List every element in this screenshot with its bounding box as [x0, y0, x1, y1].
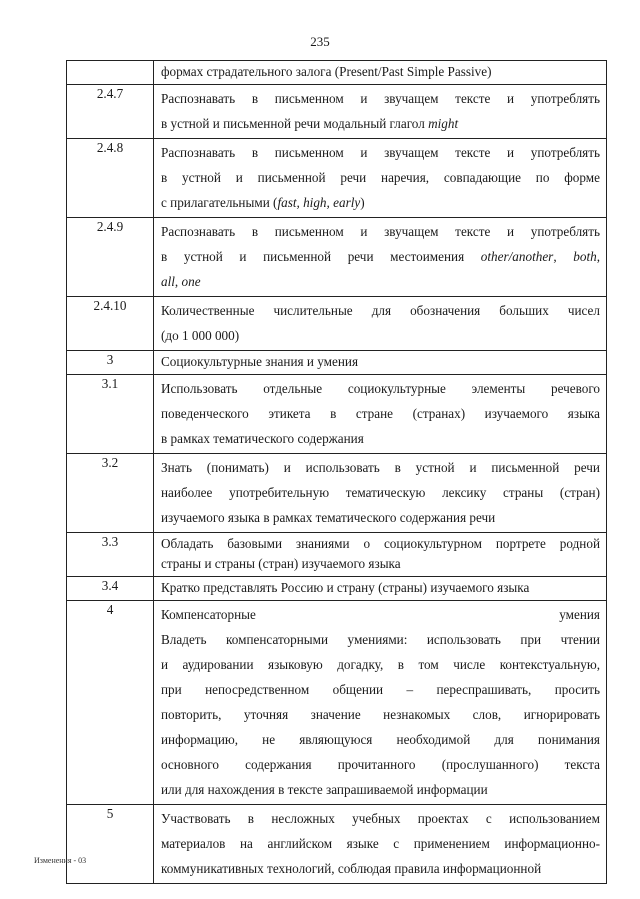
- row-code: 5: [67, 805, 154, 884]
- row-description: [154, 601, 607, 805]
- description-line: в устной и письменной речи модальный глагол might: [161, 116, 459, 131]
- description-line: коммуникативных технологий, соблюдая правила информационной: [161, 861, 542, 876]
- description-line: и аудировании языковую догадку, в том числе контекстуальную,: [161, 657, 600, 672]
- table-row: [67, 139, 607, 218]
- row-description: [154, 577, 607, 601]
- description-line: Распознавать в письменном и звучащем тексте и употреблять: [161, 224, 600, 239]
- description-line: изучаемого языка в рамках тематического содержания речи: [161, 510, 496, 525]
- description-line: наиболее употребительную тематическую лексику страны (стран): [161, 485, 600, 500]
- description-line: или для нахождения в тексте запрашиваемой информации: [161, 782, 488, 797]
- description-line: страны и страны (стран) изучаемого языка: [161, 556, 401, 571]
- page-number: 235: [310, 34, 330, 49]
- description-line: Компенсаторные умения: [161, 607, 600, 622]
- table-row: [67, 297, 607, 351]
- row-code: 3.3: [67, 533, 154, 577]
- row-description: [154, 85, 607, 139]
- description-line: Использовать отдельные социокультурные элементы речевого: [161, 381, 600, 396]
- description-line: Владеть компенсаторными умениями: использовать при чтении: [161, 632, 600, 647]
- description-line: основного содержания прочитанного (прослушанного) текста: [161, 757, 600, 772]
- description-line: Социокультурные знания и умения: [161, 354, 359, 369]
- description-line: материалов на английском языке с применением информационно-: [161, 836, 600, 851]
- row-code: 2.4.8: [67, 139, 154, 218]
- description-line: в устной и письменной речи наречия, совпадающие по форме: [161, 170, 600, 185]
- row-code: 2.4.9: [67, 218, 154, 297]
- row-code: 3: [67, 351, 154, 375]
- description-line: при непосредственном общении – переспрашивать, просить: [161, 682, 600, 697]
- description-line: Распознавать в письменном и звучащем тексте и употреблять: [161, 91, 600, 106]
- table-row: [67, 85, 607, 139]
- table-row: [67, 351, 607, 375]
- description-line: Кратко представлять Россию и страну (страны) изучаемого языка: [161, 580, 530, 595]
- row-description: [154, 454, 607, 533]
- footer-revision-note: Изменения - 03: [34, 856, 87, 865]
- table-row: [67, 805, 607, 884]
- requirements-table: [66, 60, 607, 884]
- row-code: 3.1: [67, 375, 154, 454]
- description-line: в рамках тематического содержания: [161, 431, 364, 446]
- row-code: 3.4: [67, 577, 154, 601]
- row-code: 2.4.7: [67, 85, 154, 139]
- row-description: [154, 533, 607, 577]
- row-description: [154, 139, 607, 218]
- description-line: с прилагательными (fast, high, early): [161, 195, 365, 210]
- table-row: [67, 218, 607, 297]
- description-line: Знать (понимать) и использовать в устной и письменной речи: [161, 460, 600, 475]
- row-description: [154, 351, 607, 375]
- row-code: 4: [67, 601, 154, 805]
- row-description: [154, 805, 607, 884]
- table-row: [67, 61, 607, 85]
- table-row: [67, 454, 607, 533]
- description-line: Распознавать в письменном и звучащем тексте и употреблять: [161, 145, 600, 160]
- row-code: 2.4.10: [67, 297, 154, 351]
- row-description: [154, 61, 607, 85]
- row-description: [154, 375, 607, 454]
- description-line: Количественные числительные для обозначения больших чисел: [161, 303, 600, 318]
- description-line: поведенческого этикета в стране (странах) изучаемого языка: [161, 406, 600, 421]
- description-line: в устной и письменной речи местоимения other/another, both,: [161, 249, 600, 264]
- row-code: 3.2: [67, 454, 154, 533]
- description-line: (до 1 000 000): [161, 328, 240, 343]
- table-row: [67, 601, 607, 805]
- row-code: [67, 61, 154, 85]
- table-row: [67, 533, 607, 577]
- row-description: [154, 297, 607, 351]
- description-line: all, one: [161, 274, 201, 289]
- description-line: Обладать базовыми знаниями о социокультурном портрете родной: [161, 536, 600, 551]
- description-line: информацию, не являющуюся необходимой для понимания: [161, 732, 600, 747]
- description-line: повторить, уточняя значение незнакомых слов, игнорировать: [161, 707, 600, 722]
- row-description: [154, 218, 607, 297]
- table-row: [67, 375, 607, 454]
- table-row: [67, 577, 607, 601]
- description-line: формах страдательного залога (Present/Past Simple Passive): [161, 64, 492, 79]
- description-line: Участвовать в несложных учебных проектах с использованием: [161, 811, 600, 826]
